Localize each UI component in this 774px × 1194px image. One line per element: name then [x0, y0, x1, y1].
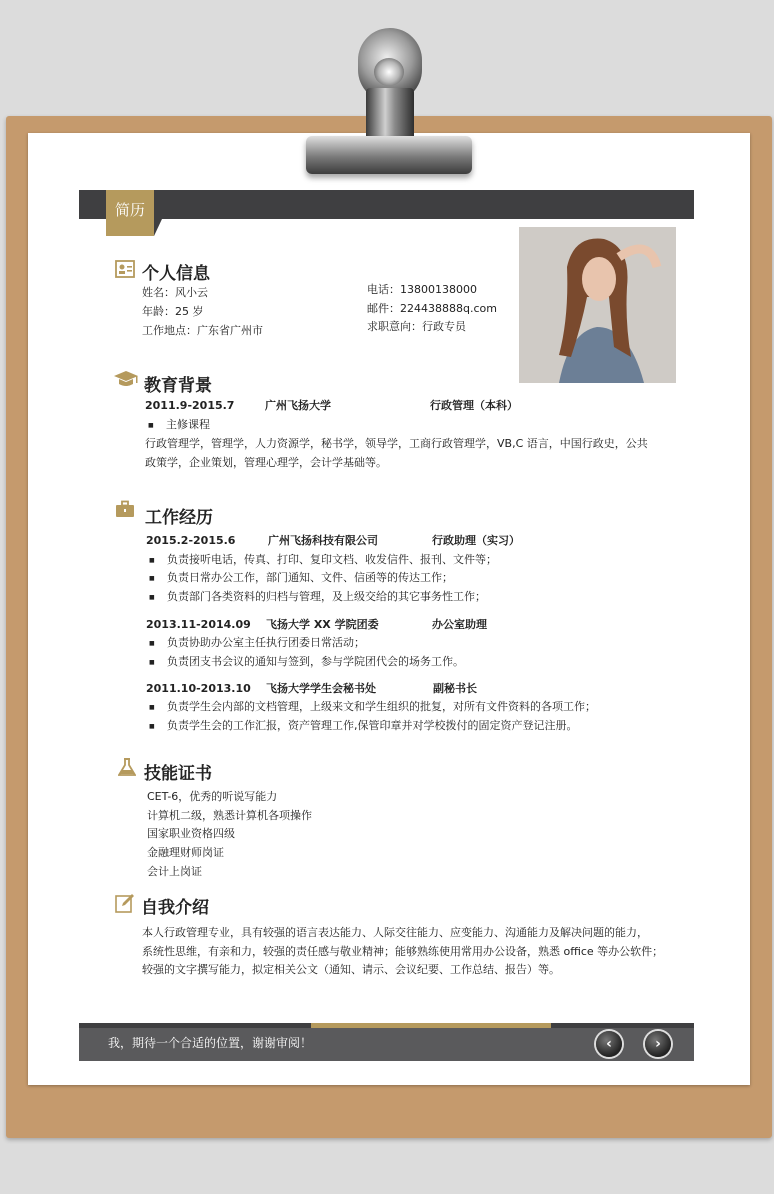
prev-button[interactable]: ‹	[596, 1031, 622, 1057]
intro-line2: 系统性思维，有亲和力，较强的责任感与敬业精神；能够熟练使用常用办公设备，熟悉 office 等办公软件；	[142, 945, 664, 958]
job-item: ■ 负责日常办公工作，部门通知、文件、信函等的传达工作；	[167, 571, 453, 585]
graduation-cap-icon	[113, 370, 139, 388]
resume-tag: 简历	[106, 190, 154, 236]
education-period: 2011.9-2015.7	[145, 399, 235, 412]
section-title-work: 工作经历	[145, 508, 213, 528]
job-item: ■ 负责接听电话，传真、打印、复印文档、收发信件、报刊、文件等；	[167, 553, 497, 567]
personal-name: 姓名：风小云	[142, 286, 208, 299]
section-title-personal: 个人信息	[142, 264, 210, 284]
flask-icon	[118, 757, 138, 775]
education-courses-line1: 行政管理学，管理学，人力资源学，秘书学，领导学，工商行政管理学，VB,C 语言，中国行政史，公共	[145, 437, 648, 450]
skill-item: 会计上岗证	[147, 865, 202, 878]
section-title-education: 教育背景	[144, 376, 212, 396]
job-role: 行政助理（实习）	[432, 534, 520, 547]
personal-intent: 求职意向：行政专员	[367, 320, 466, 333]
edit-icon	[115, 893, 135, 911]
job-item: ■ 负责团支书会议的通知与签到，参与学院团代会的场务工作。	[167, 655, 464, 669]
intro-line3: 较强的文字撰写能力，拟定相关公文（通知、请示、会议纪要、工作总结、报告）等。	[142, 963, 560, 976]
id-card-icon	[115, 260, 135, 278]
job-period: 2011.10-2013.10	[146, 682, 251, 695]
intro-line1: 本人行政管理专业，具有较强的语言表达能力、人际交往能力、应变能力、沟通能力及解决问题的能力，	[142, 926, 648, 939]
binder-clip	[296, 28, 482, 178]
next-button[interactable]: ›	[645, 1031, 671, 1057]
section-title-skills: 技能证书	[144, 764, 212, 784]
briefcase-icon	[115, 500, 135, 518]
education-courses-label: ■ 主修课程	[166, 418, 210, 432]
education-major: 行政管理（本科）	[430, 399, 518, 412]
job-item: ■ 负责协助办公室主任执行团委日常活动；	[167, 636, 365, 650]
job-role: 办公室助理	[432, 618, 487, 631]
job-item: ■ 负责学生会内部的文档管理，上级来文和学生组织的批复，对所有文件资料的各项工作；	[167, 700, 596, 714]
profile-photo	[519, 227, 676, 383]
job-item: ■ 负责部门各类资料的归档与管理，及上级交给的其它事务性工作；	[167, 590, 486, 604]
skill-item: 国家职业资格四级	[147, 827, 235, 840]
job-org: 飞扬大学学生会秘书处	[266, 682, 376, 695]
header-bar	[79, 190, 694, 219]
personal-phone: 电话：13800138000	[367, 283, 477, 296]
skill-item: 计算机二级，熟悉计算机各项操作	[147, 809, 312, 822]
job-org: 广州飞扬科技有限公司	[268, 534, 378, 547]
job-period: 2013.11-2014.09	[146, 618, 251, 631]
section-title-intro: 自我介绍	[141, 898, 209, 918]
job-role: 副秘书长	[433, 682, 477, 695]
job-org: 飞扬大学 XX 学院团委	[266, 618, 379, 631]
personal-age: 年龄：25 岁	[142, 305, 204, 318]
education-courses-line2: 政策学，企业策划，管理心理学，会计学基础等。	[145, 456, 387, 469]
personal-email: 邮件：224438888q.com	[367, 302, 497, 315]
education-school: 广州飞扬大学	[265, 399, 331, 412]
skill-item: CET-6，优秀的听说写能力	[147, 790, 278, 803]
personal-location: 工作地点：广东省广州市	[142, 324, 263, 337]
job-item: ■ 负责学生会的工作汇报，资产管理工作,保管印章并对学校拨付的固定资产登记注册。	[167, 719, 578, 733]
skill-item: 金融理财师岗证	[147, 846, 224, 859]
job-period: 2015.2-2015.6	[146, 534, 236, 547]
footer-text: 我，期待一个合适的位置，谢谢审阅！	[108, 1036, 313, 1050]
